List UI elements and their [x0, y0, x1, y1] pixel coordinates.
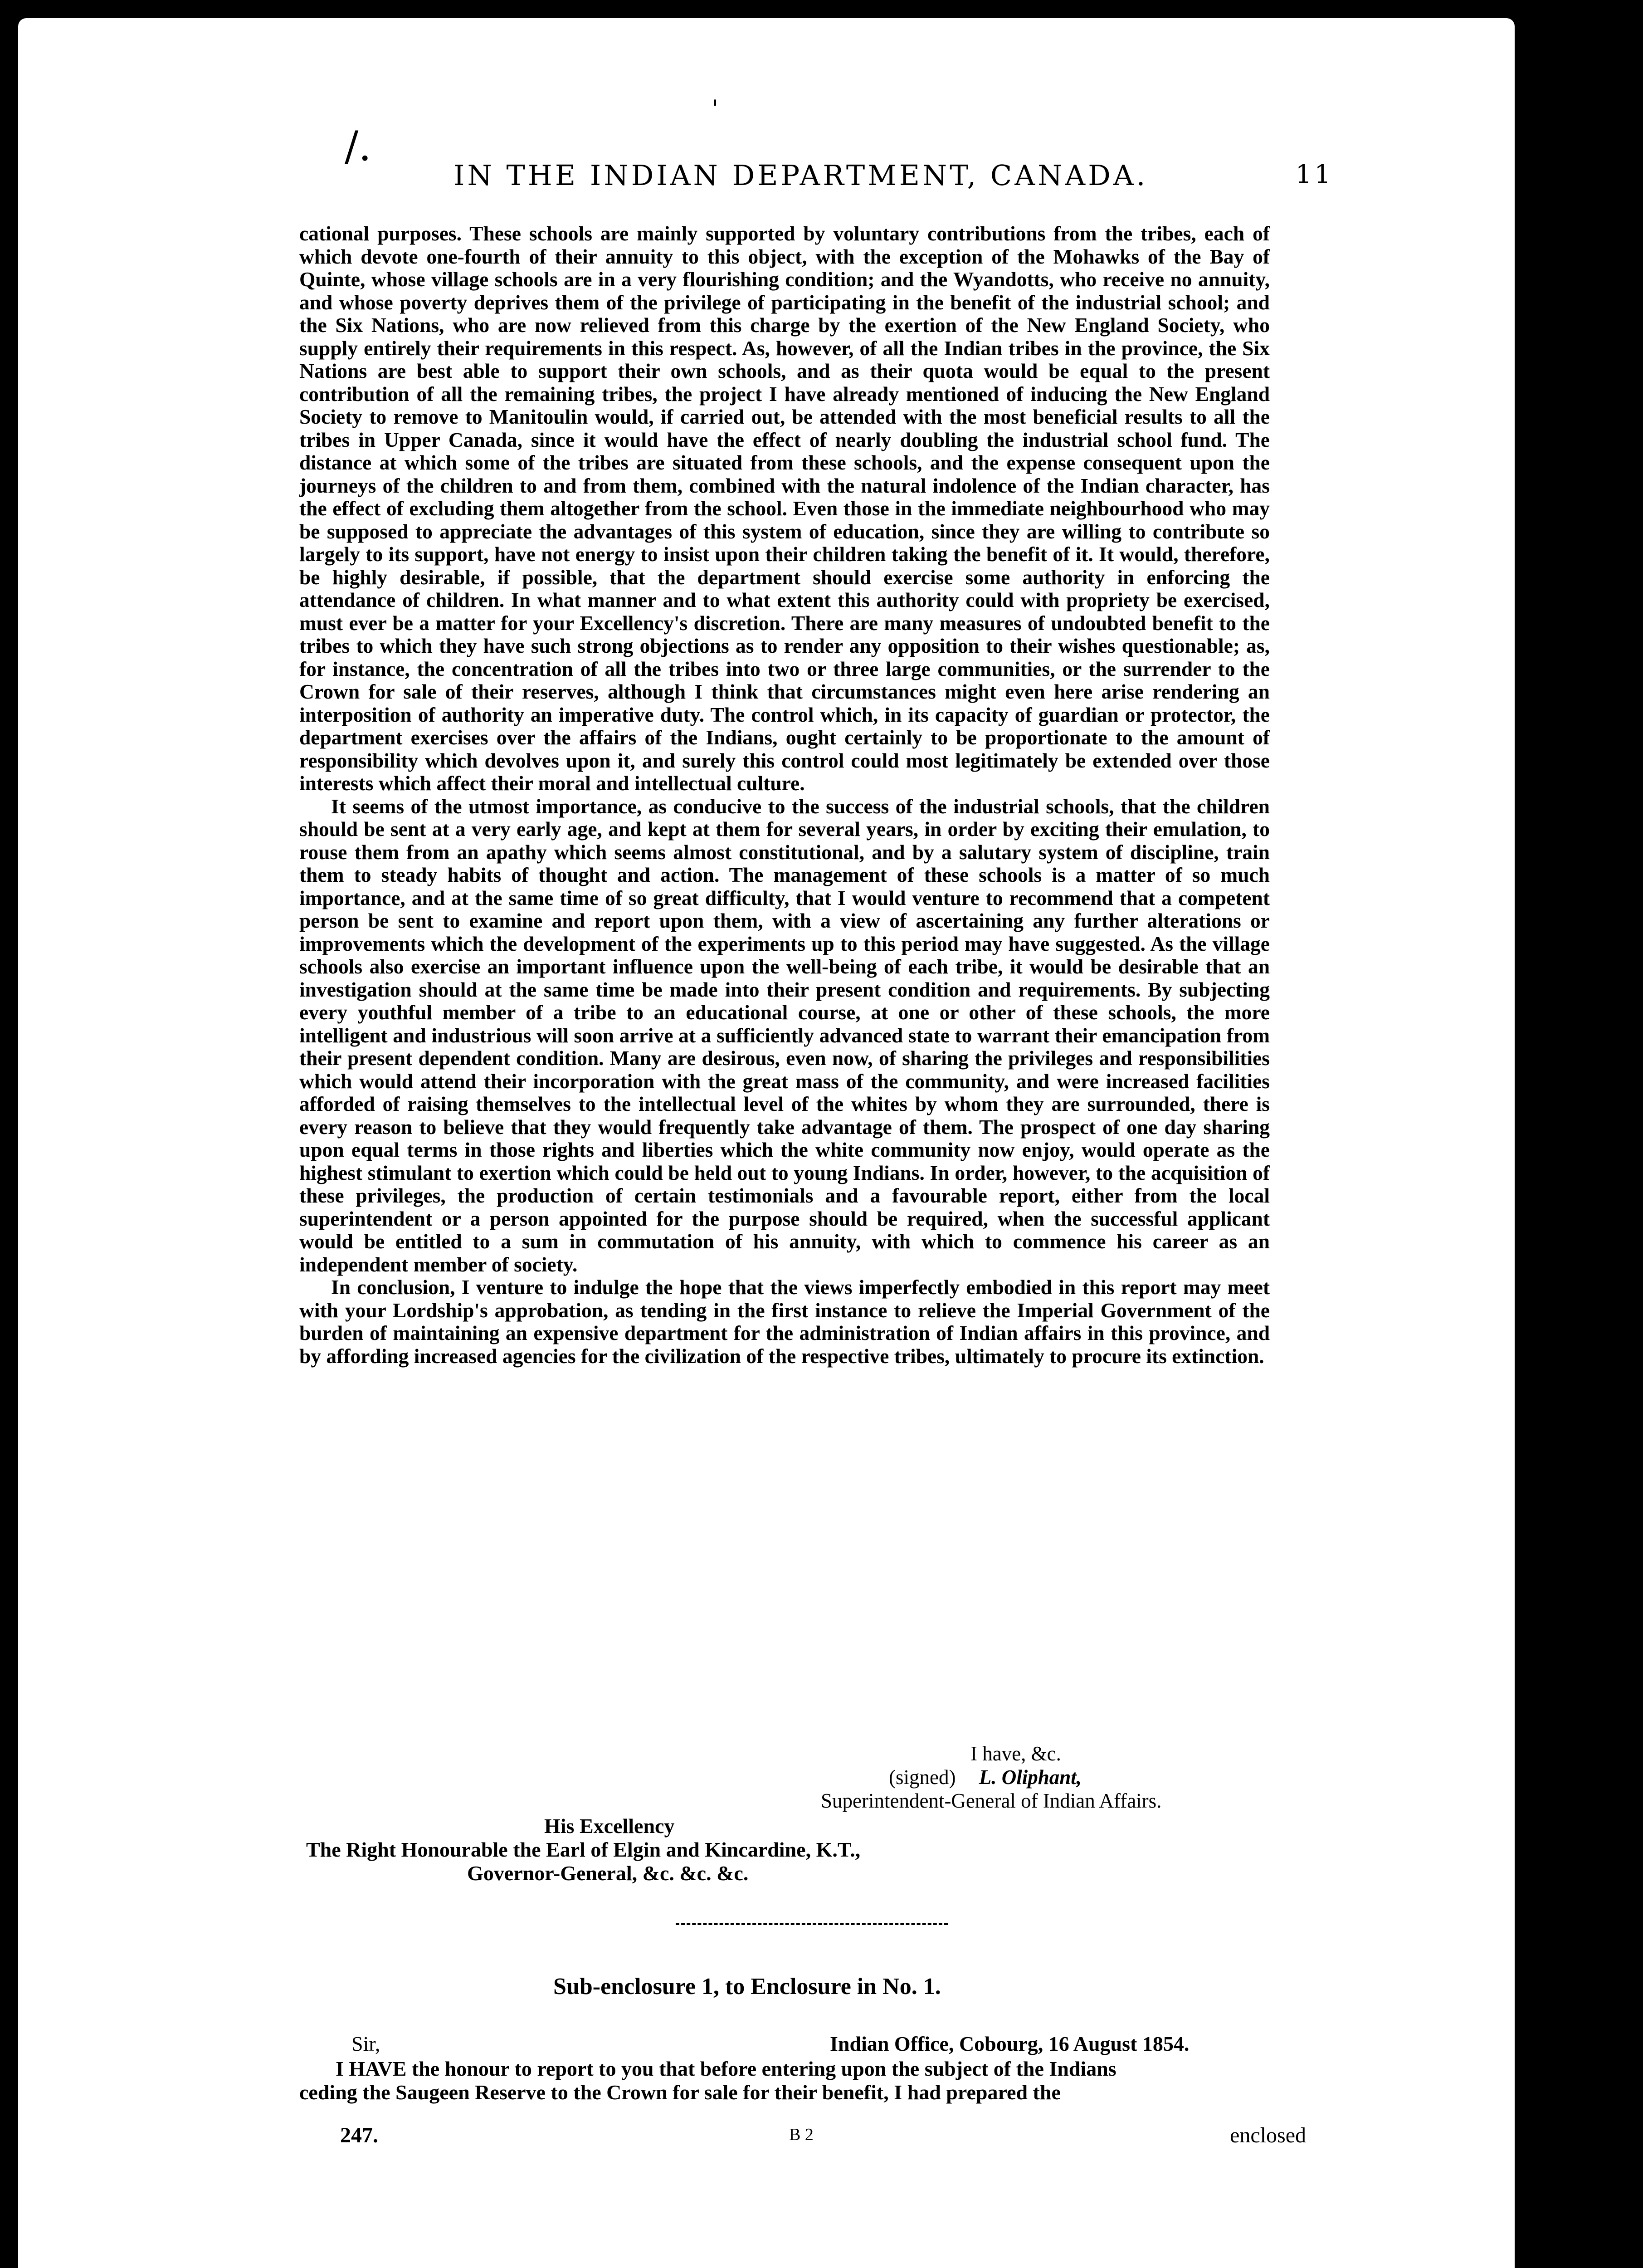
scan-border	[1515, 0, 1643, 2268]
salutation: Sir,	[351, 2032, 380, 2055]
page-code: 247.	[340, 2123, 378, 2147]
letter-line-2: ceding the Saugeen Reserve to the Crown for sale for their benefit, I had prepared the	[299, 2081, 1061, 2104]
page-footer	[299, 2123, 1306, 2150]
scan-border-top	[0, 0, 1643, 18]
signer-name: L. Oliphant,	[979, 1766, 1082, 1789]
place-date: Indian Office, Cobourg, 16 August 1854.	[830, 2032, 1190, 2055]
signer-title: Superintendent-General of Indian Affairs.	[821, 1789, 1162, 1812]
running-header	[453, 154, 1333, 204]
signed-line	[889, 1765, 1206, 1789]
letter-line-1: I HAVE the honour to report to you that before entering upon the subject of the Indians	[336, 2057, 1116, 2080]
top-mark: '	[712, 95, 718, 122]
closing: I have, &c.	[970, 1742, 1061, 1765]
addressee-line-1: His Excellency	[544, 1814, 675, 1838]
paragraph-1: cational purposes. These schools are mainly supported by voluntary contributions from the tribes, each of which devote one-fourth of their annuity to this object, with the exception of the Mohawks of the Bay of Quinte, whose village schools are in a very flourishing condition; and the Wyandotts, who receive no annuity, and whose poverty deprives them of the privilege of participating in the benefit of the industrial school; and the Six Nations, who are now relieved from this charge by the exertion of the New England Society, who supply entirely their requirements in this respect. As, however, of all the Indian tribes in the province, the Six Nations are best able to support their own schools, and as their quota would be equal to the present contribution of all the remaining tribes, the project I have already mentioned of inducing the New England Society to remove to Manitoulin would, if carried out, be attended with the most beneficial results to all the tribes in Upper Canada, since it would have the effect of nearly doubling the industrial school fund. The distance at which some of the tribes are situated from these schools, and the expense consequent upon the journeys of the children to and from them, combined with the natural indolence of the Indian character, has the effect of excluding them altogether from the school. Even those in the immediate neighbourhood who may be supposed to appreciate the advantages of this system of education, since they are willing to contribute so largely to its support, have not energy to insist upon their children taking the benefit of it. It would, therefore, be highly desirable, if possible, that the department should exercise some authority in enforcing the attendance of children. In what manner and to what extent this authority could with propriety be exercised, must ever be a matter for your Excellency's discretion. There are many measures of undoubted benefit to the tribes to which they have such strong objections as to render any opposition to their wishes questionable; as, for instance, the concentration of all the tribes into two or three large communities, or the surrender to the Crown for sale of their reserves, although I think that circumstances might even here arise rendering an interposition of authority an imperative duty. The control which, in its capacity of guardian or protector, the department exercises over the affairs of the Indians, ought certainly to be proportionate to the amount of responsibility which devolves upon it, and surely this control could most legitimately be extended over those interests which affect their moral and intellectual culture.	[299, 222, 1270, 795]
paragraph-2: It seems of the utmost importance, as conducive to the success of the industrial schools, that the children should be sent at a very early age, and kept at them for several years, in order by exciting their emulation, to rouse them from an apathy which seems almost constitutional, and by a salutary system of discipline, train them to steady habits of thought and action. The management of these schools is a matter of so much importance, and at the same time of so great difficulty, that I would venture to recommend that a competent person be sent to examine and report upon them, with a view of ascertaining any further alterations or improvements which the development of the experiments up to this period may have suggested. As the village schools also exercise an important influence upon the well-being of each tribe, it would be desirable that an investigation should at the same time be made into their present condition and requirements. By subjecting every youthful member of a tribe to an educational course, at one or other of these schools, the more intelligent and industrious will soon arrive at a sufficiently advanced state to warrant their emancipation from their present dependent condition. Many are desirous, even now, of sharing the privileges and responsibilities which would attend their incorporation with the great mass of the community, and were increased facilities afforded of raising themselves to the intellectual level of the whites by whom they are surrounded, there is every reason to believe that they would frequently take advantage of them. The prospect of one day sharing upon equal terms in those rights and liberties which the white community now enjoy, would operate as the highest stimulant to exertion which could be held out to young Indians. In order, however, to the acquisition of these privileges, the production of certain testimonials and a favourable report, either from the local superintendent or a person appointed for the purpose should be required, when the successful applicant would be entitled to a sum in commutation of his annuity, with which to commence his career as an independent member of society.	[299, 794, 1270, 1276]
header-title: IN THE INDIAN DEPARTMENT, CANADA.	[453, 159, 1148, 192]
addressee-line-2: The Right Honourable the Earl of Elgin and Kincardine, K.T.,	[306, 1838, 861, 1861]
subheading: Sub-enclosure 1, to Enclosure in No. 1.	[553, 1974, 941, 1999]
signature-mark: B 2	[789, 2125, 814, 2144]
signed-label: (signed)	[889, 1766, 956, 1789]
addressee-line-3: Governor-General, &c. &c. &c.	[467, 1862, 749, 1885]
section-divider	[676, 1923, 948, 1925]
catchword: enclosed	[1230, 2123, 1306, 2147]
margin-mark: /.	[345, 122, 371, 170]
page-number: 11	[1295, 160, 1333, 189]
body-text	[299, 222, 1270, 1368]
paragraph-3: In conclusion, I venture to indulge the hope that the views imperfectly embodied in this report may meet with your Lordship's approbation, as tending in the first instance to relieve the Imperial Government of the burden of maintaining an expensive department for the administration of Indian affairs in this province, and by affording increased agencies for the civilization of the respective tribes, ultimately to procure its extinction.	[299, 1276, 1270, 1368]
